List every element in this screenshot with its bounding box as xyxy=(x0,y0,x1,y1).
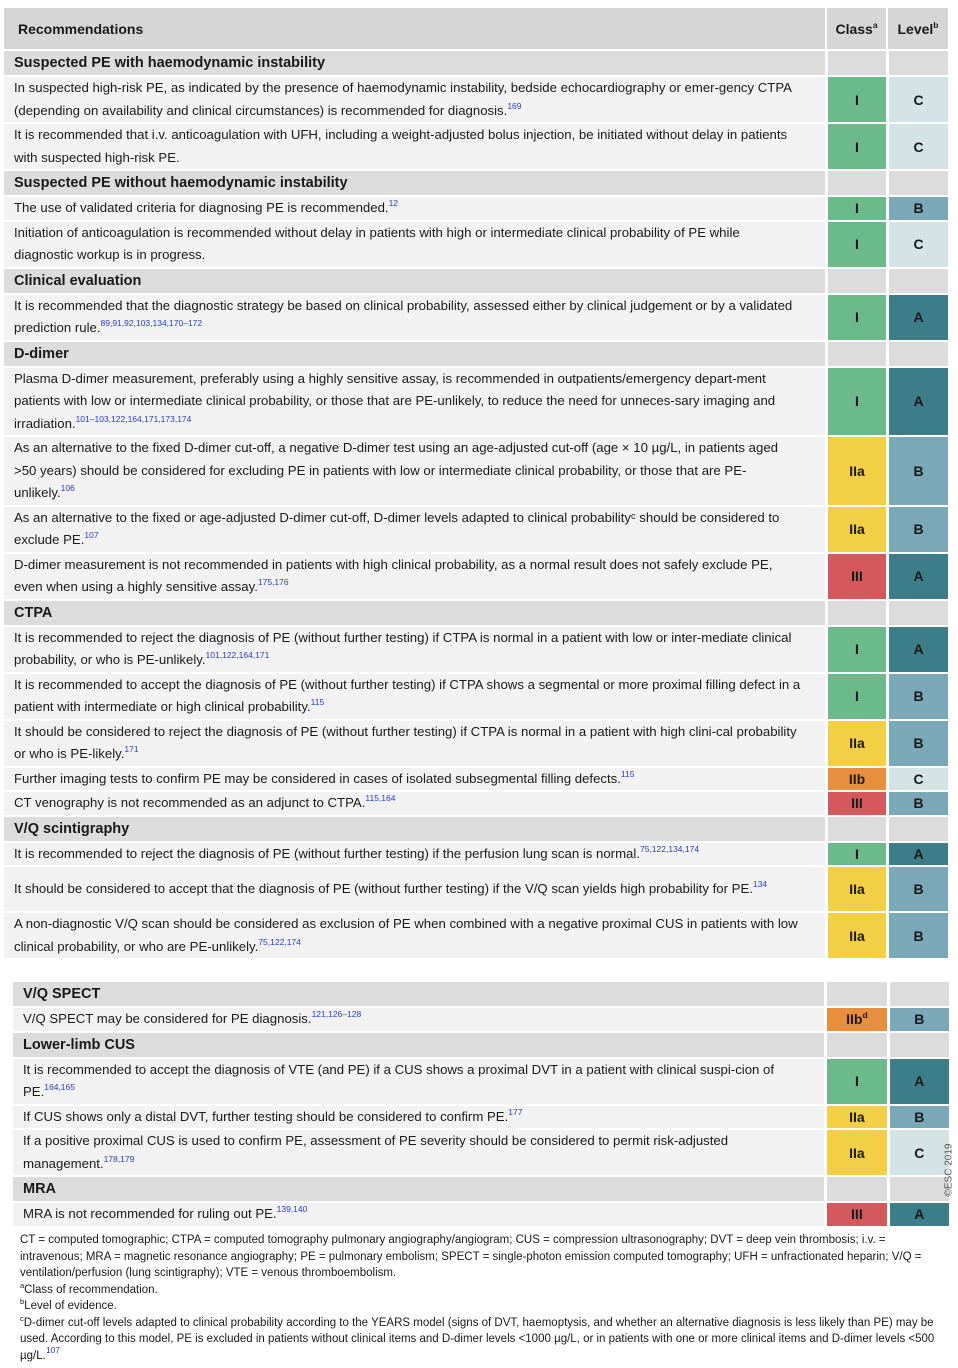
header-level-label: Level xyxy=(897,20,934,37)
table-body xyxy=(4,49,948,958)
recommendation-text xyxy=(4,865,825,911)
section-title: V/Q scintigraphy xyxy=(4,815,825,841)
level-badge: C xyxy=(887,1128,949,1175)
section-level-cell xyxy=(887,1031,949,1057)
class-value: IIa xyxy=(849,927,865,944)
section-level-cell xyxy=(887,1175,949,1201)
recommendation-row xyxy=(4,75,948,122)
class-value: IIb xyxy=(848,770,866,787)
reference-numbers: 12 xyxy=(388,198,399,208)
section-row xyxy=(4,340,948,366)
level-badge: A xyxy=(886,841,948,866)
section-class-cell xyxy=(824,980,886,1006)
level-badge: B xyxy=(886,435,948,505)
reference-numbers: 178,179 xyxy=(103,1153,135,1164)
class-badge xyxy=(825,366,886,436)
recommendation-text xyxy=(4,790,825,815)
section-level-cell xyxy=(886,49,948,75)
copyright-mark xyxy=(944,1120,954,1220)
class-value: I xyxy=(855,309,859,325)
level-badge: C xyxy=(886,766,948,791)
class-badge xyxy=(824,1057,886,1104)
recommendation-text xyxy=(4,719,825,766)
recommendation-row xyxy=(4,220,948,267)
recommendation-statement: MRA is not recommended for ruling out PE. xyxy=(23,1206,277,1221)
level-badge: C xyxy=(886,75,948,122)
table-body xyxy=(13,980,949,1226)
class-badge xyxy=(825,865,886,911)
reference-numbers: 171 xyxy=(124,744,139,754)
class-value: I xyxy=(855,200,859,217)
level-badge: B xyxy=(886,790,948,815)
recommendation-statement: It is recommended that i.v. anticoagulation with UFH, including a weight-adjusted bolus injection, be initiated without delay in patients with suspected high-risk PE. xyxy=(14,127,788,165)
recommendation-text xyxy=(4,625,825,672)
class-badge xyxy=(825,122,886,169)
class-value: III xyxy=(851,568,863,584)
class-value: IIa xyxy=(849,735,865,751)
class-value: IIa xyxy=(849,881,865,897)
reference-numbers: 175,176 xyxy=(257,577,289,587)
reference-numbers: 101,122,164,171 xyxy=(205,650,270,660)
section-class-cell xyxy=(824,1175,886,1201)
class-footnote-mark: d xyxy=(862,1010,868,1021)
header-recommendations xyxy=(4,8,825,49)
recommendation-row xyxy=(4,435,948,505)
recommendation-statement: The use of validated criteria for diagnosing PE is recommended. xyxy=(14,200,389,215)
recommendations-table xyxy=(4,8,948,958)
footnote-a-mark: a xyxy=(20,1280,25,1290)
class-badge xyxy=(824,1006,886,1031)
class-badge xyxy=(825,625,886,672)
recommendation-row xyxy=(4,865,948,911)
recommendation-row xyxy=(4,790,948,815)
class-value: I xyxy=(855,845,859,862)
recommendation-text xyxy=(4,552,825,599)
class-value: IIa xyxy=(849,462,865,479)
section-title: Clinical evaluation xyxy=(4,267,825,293)
footnote-c xyxy=(20,1315,938,1365)
reference-numbers: 164,165 xyxy=(44,1082,75,1092)
class-badge xyxy=(825,719,886,766)
reference-numbers: 89,91,92,103,134,170–172 xyxy=(100,318,203,328)
recommendation-row xyxy=(4,505,948,552)
recommendation-row xyxy=(4,625,948,672)
recommendation-text xyxy=(4,672,825,719)
footnote-a xyxy=(20,1282,938,1299)
level-badge: B xyxy=(886,719,948,766)
recommendation-text xyxy=(4,435,825,505)
recommendation-statement: A non-diagnostic V/Q scan should be considered as exclusion of PE when combined with a negative proximal CUS in patients with low clinical probability, or who are PE-unlikely. xyxy=(14,916,798,954)
recommendation-statement: As an alternative to the fixed or age-adjusted D-dimer cut-off, D-dimer levels adapted to clinical probabilityᶜ should be considered to exclude PE. xyxy=(14,509,780,547)
recommendation-text xyxy=(4,220,825,267)
class-badge xyxy=(825,220,886,267)
section-title: Suspected PE with haemodynamic instability xyxy=(4,49,825,75)
recommendation-row xyxy=(4,366,948,436)
reference-numbers: 177 xyxy=(508,1106,523,1117)
section-class-cell xyxy=(824,1031,886,1057)
recommendation-row xyxy=(13,1128,949,1175)
section-row xyxy=(4,49,948,75)
recommendation-text xyxy=(13,1104,824,1129)
reference-numbers: 115,164 xyxy=(365,793,396,803)
section-class-cell xyxy=(825,599,886,625)
recommendation-statement: It should be considered to reject the diagnosis of PE (without further testing) if CTPA is normal in a patient with high clini-cal probability or who is PE-likely. xyxy=(14,723,797,761)
recommendation-text xyxy=(4,766,825,791)
recommendation-statement: It is recommended to accept the diagnosis of VTE (and PE) if a CUS shows a proximal DVT in a patient with clinical suspi-cion of PE. xyxy=(23,1061,775,1099)
class-value: IIb xyxy=(846,1011,863,1028)
reference-numbers: 107 xyxy=(84,530,99,540)
section-title: V/Q SPECT xyxy=(13,980,824,1006)
table-header xyxy=(4,8,948,49)
level-badge: B xyxy=(887,1104,949,1129)
recommendation-statement: It is recommended that the diagnostic strategy be based on clinical probability, assessed either by clinical judgement or by a validated prediction rule. xyxy=(14,297,793,335)
recommendation-statement: Initiation of anticoagulation is recommended without delay in patients with high or intermediate clinical probability of PE while diagnostic workup is in progress. xyxy=(14,224,740,262)
recommendations-table-continued xyxy=(13,980,949,1226)
recommendation-text xyxy=(4,366,825,436)
recommendation-row xyxy=(13,1201,949,1226)
class-value: I xyxy=(854,1073,859,1089)
section-level-cell xyxy=(886,340,948,366)
class-value: I xyxy=(855,91,859,108)
level-badge: B xyxy=(886,672,948,719)
section-row xyxy=(13,1031,949,1057)
level-badge: B xyxy=(886,195,948,220)
class-badge xyxy=(825,75,886,122)
recommendation-statement: It is recommended to reject the diagnosis of PE (without further testing) if the perfusion lung scan is normal. xyxy=(14,845,640,861)
section-row xyxy=(4,815,948,841)
class-badge xyxy=(825,293,886,340)
section-row xyxy=(13,1175,949,1201)
section-title: MRA xyxy=(13,1175,824,1201)
copyright-text: ©ESC 2019 xyxy=(943,1143,955,1197)
class-value: III xyxy=(851,1206,863,1223)
class-value: I xyxy=(855,393,859,410)
section-class-cell xyxy=(825,815,886,841)
recommendation-statement: D-dimer measurement is not recommended in patients with high clinical probability, as a normal result does not safely exclude PE, even when using a highly sensitive assay. xyxy=(14,556,773,594)
recommendation-statement: Plasma D-dimer measurement, preferably using a highly sensitive assay, is recommended in outpatients/emergency depart-ment patients with low or intermediate clinical probability, or those that are PE-unlikely, to reduce the need for unneces-sary imaging and irradiation. xyxy=(14,370,776,431)
recommendation-statement: CT venography is not recommended as an adjunct to CTPA. xyxy=(14,795,366,810)
reference-numbers: 115 xyxy=(620,768,635,779)
recommendation-text xyxy=(13,1128,824,1175)
page-divider xyxy=(0,962,958,970)
level-badge: B xyxy=(887,1006,949,1031)
section-level-cell xyxy=(886,267,948,293)
recommendation-row xyxy=(4,672,948,719)
section-row xyxy=(13,980,949,1006)
class-value: IIa xyxy=(849,521,865,537)
footnote-b-mark: b xyxy=(20,1297,25,1306)
recommendation-text xyxy=(13,1201,824,1226)
class-value: I xyxy=(855,688,859,704)
section-level-cell xyxy=(886,599,948,625)
footnote-b xyxy=(20,1298,938,1315)
class-badge xyxy=(824,1128,886,1175)
recommendation-statement: If a positive proximal CUS is used to confirm PE, assessment of PE severity should be considered to permit risk-adjusted management. xyxy=(23,1133,729,1171)
section-row xyxy=(4,169,948,195)
recommendation-text xyxy=(4,75,825,122)
class-badge xyxy=(825,790,886,815)
class-badge xyxy=(825,505,886,552)
recommendation-row xyxy=(4,122,948,169)
class-badge xyxy=(824,1201,886,1226)
recommendation-statement: If CUS shows only a distal DVT, further testing should be considered to confirm PE. xyxy=(23,1108,509,1124)
recommendation-statement: In suspected high-risk PE, as indicated by the presence of haemodynamic instability, bedside echocardiography or emer-gency CTPA (depending on availability and clinical circumstances) is recommended for diagnosis. xyxy=(14,80,792,118)
footnotes xyxy=(20,1232,938,1364)
level-badge: B xyxy=(886,911,948,958)
level-badge: C xyxy=(886,122,948,169)
level-badge: B xyxy=(886,865,948,911)
recommendation-row xyxy=(4,911,948,958)
recommendation-text xyxy=(13,1057,824,1104)
level-badge: B xyxy=(886,505,948,552)
class-badge xyxy=(825,552,886,599)
class-value: I xyxy=(855,236,859,252)
recommendation-text xyxy=(4,505,825,552)
reference-numbers: 75,122,134,174 xyxy=(639,843,700,854)
class-value: IIa xyxy=(849,1144,865,1161)
recommendation-text xyxy=(4,911,825,958)
section-class-cell xyxy=(825,169,886,195)
recommendation-row xyxy=(4,841,948,866)
recommendation-text xyxy=(4,293,825,340)
class-value: III xyxy=(851,795,863,812)
class-badge xyxy=(825,841,886,866)
level-badge: A xyxy=(886,625,948,672)
section-title: CTPA xyxy=(4,599,825,625)
footnote-a-text: Class of recommendation. xyxy=(24,1283,158,1296)
recommendation-statement: It is recommended to reject the diagnosis of PE (without further testing) if CTPA is normal in a patient with low or inter-mediate clinical probability, or who is PE-unlikely. xyxy=(14,629,792,667)
footnote-c-text: D-dimer cut-off levels adapted to clinical probability according to the YEARS model (signs of DVT, haemoptysis, and whether an alternative diagnosis is less likely than PE) may be used. According to this model, PE is excluded in patients without clinical items and D-dimer levels <1000 µg/L, or in patients with one or more clinical items and D-dimer levels <500 µg/L. xyxy=(20,1316,935,1362)
header-class-label: Class xyxy=(835,20,873,37)
recommendation-statement: Further imaging tests to confirm PE may be considered in cases of isolated subsegmental filling defects. xyxy=(14,770,621,786)
section-class-cell xyxy=(825,267,886,293)
reference-numbers: 139,140 xyxy=(276,1204,308,1214)
recommendation-text xyxy=(13,1006,824,1031)
recommendation-row xyxy=(4,719,948,766)
recommendation-text xyxy=(4,195,825,220)
recommendation-row xyxy=(4,293,948,340)
footnote-c-refs: 107 xyxy=(45,1344,60,1355)
header-class-sup: a xyxy=(872,19,878,30)
recommendation-statement: V/Q SPECT may be considered for PE diagnosis. xyxy=(23,1011,312,1026)
section-title: Suspected PE without haemodynamic instability xyxy=(4,169,825,195)
footnote-c-mark: c xyxy=(20,1313,24,1323)
class-badge xyxy=(825,911,886,958)
section-row xyxy=(4,599,948,625)
header-recommendations-label: Recommendations xyxy=(18,20,144,37)
recommendation-text xyxy=(4,841,825,866)
class-badge xyxy=(824,1104,886,1129)
section-class-cell xyxy=(825,340,886,366)
recommendation-statement: As an alternative to the fixed D-dimer cut-off, a negative D-dimer test using an age-adjusted cut-off (age × 10 µg/L, in patients aged >50 years) should be considered for excluding PE in patients with low or intermediate clinical probability, or those that are PE-unlikely. xyxy=(14,440,778,500)
footnote-b-text: Level of evidence. xyxy=(24,1300,117,1312)
header-class xyxy=(825,8,886,49)
level-badge: A xyxy=(886,293,948,340)
reference-numbers: 106 xyxy=(60,483,75,493)
recommendation-statement: It should be considered to accept that the diagnosis of PE (without further testing) if the V/Q scan yields high probability for PE. xyxy=(14,880,753,896)
class-badge xyxy=(825,195,886,220)
level-badge: A xyxy=(887,1201,949,1226)
section-level-cell xyxy=(886,815,948,841)
reference-numbers: 75,122,174 xyxy=(258,936,301,947)
class-badge xyxy=(825,435,886,505)
recommendation-statement: It is recommended to accept the diagnosis of PE (without further testing) if CTPA shows a segmental or more proximal filling defect in a patient with intermediate or high clinical probability. xyxy=(14,676,801,714)
section-level-cell xyxy=(887,980,949,1006)
class-value: I xyxy=(855,138,859,155)
reference-numbers: 101–103,122,164,171,173,174 xyxy=(75,413,192,424)
header-level xyxy=(886,8,948,49)
reference-numbers: 115 xyxy=(310,697,325,707)
level-badge: A xyxy=(886,552,948,599)
reference-numbers: 169 xyxy=(507,100,522,111)
recommendation-row xyxy=(13,1057,949,1104)
footnote-abbreviations: CT = computed tomographic; CTPA = computed tomography pulmonary angiography/angiogram; CUS = compression ultrasonography; DVT = deep vein thrombosis; i.v. = intravenous; MRA = magnetic resonance angiography; PE = pulmonary embolism; SPECT = single-photon emission computed tomography; UFH = unfractionated heparin; V/Q = ventilation/perfusion (lung scintigraphy); VTE = venous thromboembolism. xyxy=(20,1234,922,1279)
class-value: I xyxy=(855,641,859,657)
recommendation-text xyxy=(4,122,825,169)
section-title: D-dimer xyxy=(4,340,825,366)
recommendation-row xyxy=(4,552,948,599)
recommendation-row xyxy=(4,195,948,220)
section-class-cell xyxy=(825,49,886,75)
recommendation-row xyxy=(4,766,948,791)
level-badge: A xyxy=(887,1057,949,1104)
recommendation-row xyxy=(13,1006,949,1031)
section-level-cell xyxy=(886,169,948,195)
class-badge xyxy=(825,672,886,719)
level-badge: A xyxy=(886,366,948,436)
header-level-sup: b xyxy=(933,19,939,30)
section-row xyxy=(4,267,948,293)
recommendation-row xyxy=(13,1104,949,1129)
class-value: IIa xyxy=(849,1108,865,1125)
reference-numbers: 121,126–128 xyxy=(311,1009,362,1019)
level-badge: C xyxy=(886,220,948,267)
section-title: Lower-limb CUS xyxy=(13,1031,824,1057)
class-badge xyxy=(825,766,886,791)
reference-numbers: 134 xyxy=(752,878,768,889)
